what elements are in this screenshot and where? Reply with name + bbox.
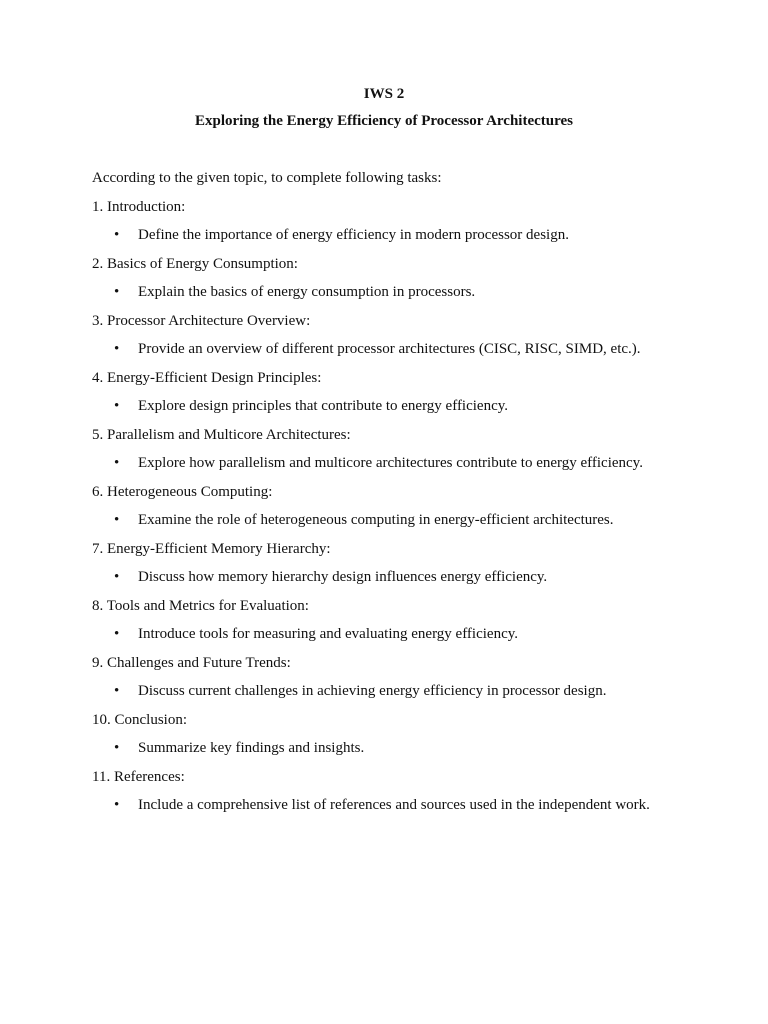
intro-text: According to the given topic, to complete following tasks: [92, 170, 442, 186]
task-item [92, 483, 712, 540]
task-item [92, 540, 712, 597]
task-bullet [92, 739, 712, 768]
task-item [92, 369, 712, 426]
bullet-icon: • [114, 797, 120, 813]
task-item [92, 654, 712, 711]
task-heading: 3. Processor Architecture Overview: [92, 313, 311, 329]
bullet-icon: • [114, 284, 120, 300]
bullet-icon: • [114, 227, 120, 243]
task-heading: 1. Introduction: [92, 199, 186, 215]
task-item [92, 768, 712, 825]
task-item [92, 711, 712, 768]
bullet-icon: • [114, 683, 120, 699]
document-subtitle: Exploring the Energy Efficiency of Processor Architectures [195, 113, 573, 129]
bullet-icon: • [114, 512, 120, 528]
task-description: Discuss current challenges in achieving energy efficiency in processor design. [138, 683, 607, 699]
bullet-icon: • [114, 398, 120, 414]
bullet-icon: • [114, 626, 120, 642]
task-bullet [92, 283, 712, 312]
task-heading: 7. Energy-Efficient Memory Hierarchy: [92, 541, 331, 557]
task-heading: 11. References: [92, 769, 185, 785]
task-list [92, 198, 712, 825]
task-description: Include a comprehensive list of references and sources used in the independent work. [138, 797, 650, 813]
bullet-icon: • [114, 740, 120, 756]
task-bullet [92, 568, 712, 597]
task-bullet [92, 625, 712, 654]
task-heading: 4. Energy-Efficient Design Principles: [92, 370, 322, 386]
task-description: Summarize key findings and insights. [138, 740, 365, 756]
task-description: Explore design principles that contribute to energy efficiency. [138, 398, 509, 414]
task-description: Examine the role of heterogeneous computing in energy-efficient architectures. [138, 512, 614, 528]
task-bullet [92, 682, 712, 711]
task-bullet [92, 226, 712, 255]
task-description: Explore how parallelism and multicore architectures contribute to energy efficiency. [138, 455, 643, 471]
task-item [92, 426, 712, 483]
task-heading: 6. Heterogeneous Computing: [92, 484, 273, 500]
task-description: Discuss how memory hierarchy design influences energy efficiency. [138, 569, 548, 585]
task-bullet [92, 397, 712, 426]
task-description: Provide an overview of different processor architectures (CISC, RISC, SIMD, etc.). [138, 341, 641, 357]
task-bullet [92, 454, 712, 483]
bullet-icon: • [114, 455, 120, 471]
task-item [92, 255, 712, 312]
task-item [92, 198, 712, 255]
task-description: Explain the basics of energy consumption in processors. [138, 284, 476, 300]
task-heading: 5. Parallelism and Multicore Architectures: [92, 427, 351, 443]
bullet-icon: • [114, 341, 120, 357]
task-heading: 8. Tools and Metrics for Evaluation: [92, 598, 309, 614]
task-item [92, 597, 712, 654]
document-title: IWS 2 [363, 86, 405, 102]
task-heading: 9. Challenges and Future Trends: [92, 655, 291, 671]
task-description: Introduce tools for measuring and evaluating energy efficiency. [138, 626, 519, 642]
task-bullet [92, 340, 712, 369]
task-bullet [92, 796, 712, 825]
bullet-icon: • [114, 569, 120, 585]
task-bullet [92, 511, 712, 540]
task-heading: 10. Conclusion: [92, 712, 188, 728]
task-heading: 2. Basics of Energy Consumption: [92, 256, 298, 272]
task-description: Define the importance of energy efficiency in modern processor design. [138, 227, 569, 243]
task-item [92, 312, 712, 369]
